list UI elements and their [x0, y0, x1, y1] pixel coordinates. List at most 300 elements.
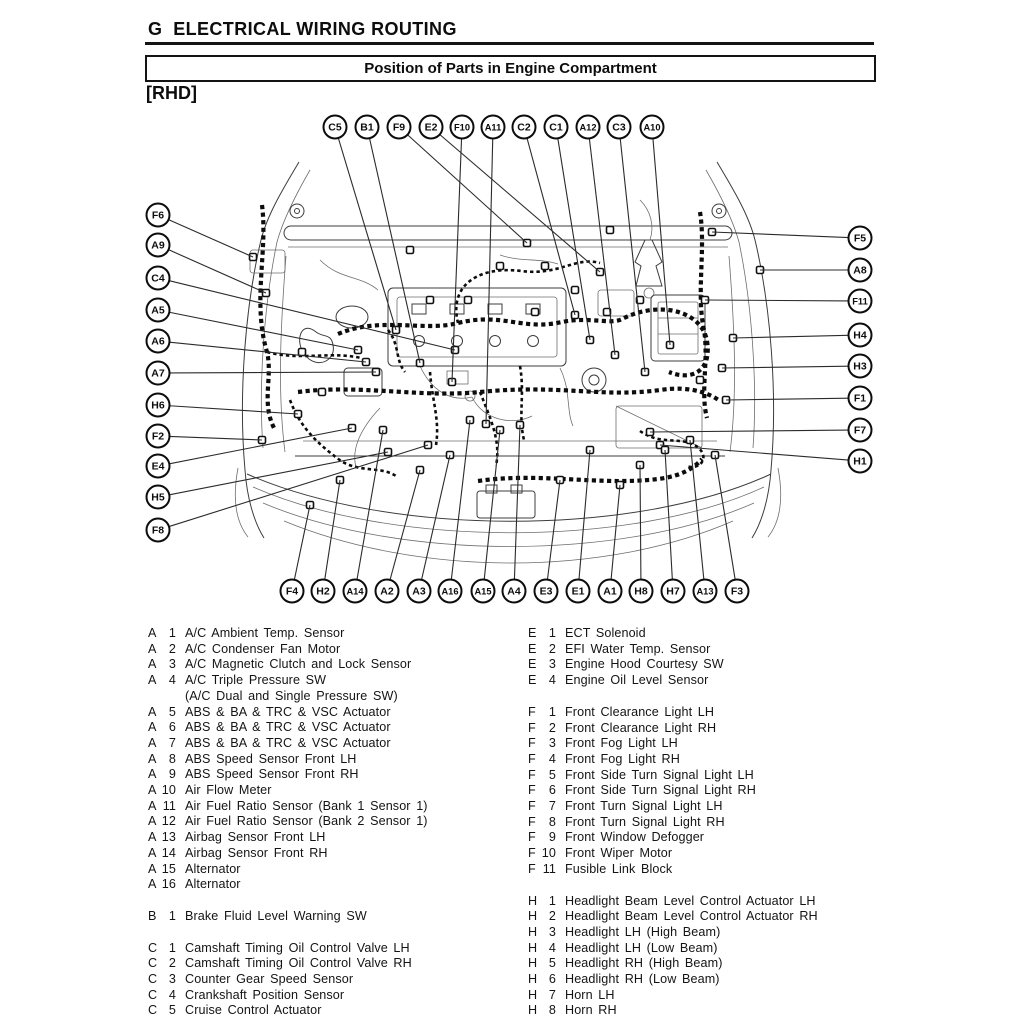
- legend-item-text: Horn RH: [565, 1003, 617, 1018]
- legend-item-number: 5: [168, 1003, 176, 1018]
- callout-label: A7: [151, 367, 165, 380]
- connector-art: [250, 227, 764, 509]
- callout-label: F2: [151, 430, 165, 443]
- legend-row-F11: [528, 862, 908, 878]
- legend-item-text: Engine Hood Courtesy SW: [565, 657, 724, 672]
- leader-line: [579, 450, 590, 580]
- callout-label: E4: [151, 460, 165, 473]
- legend-row-H7: [528, 988, 908, 1004]
- callout-label: C5: [328, 121, 342, 134]
- legend-row-A10: [148, 783, 518, 799]
- legend-item-text: Cruise Control Actuator: [185, 1003, 322, 1018]
- callout-label: E1: [571, 585, 585, 598]
- legend-row-A16: [148, 877, 518, 893]
- legend-item-letter: H: [528, 940, 538, 955]
- callout-E4: [147, 428, 353, 478]
- legend-row-F4: [528, 752, 908, 768]
- callout-H4: [733, 324, 872, 347]
- legend-item-text: Front Fog Light LH: [565, 736, 678, 751]
- legend-item-letter: C: [148, 987, 158, 1002]
- callout-F5: [712, 227, 872, 250]
- legend-item-number: 10: [541, 846, 556, 861]
- callout-label: A10: [643, 122, 661, 133]
- callout-H8: [630, 465, 653, 603]
- legend-item-text: Airbag Sensor Front LH: [185, 830, 326, 845]
- leader-line: [325, 480, 340, 580]
- leader-line: [726, 398, 849, 400]
- legend-row-C1: [148, 941, 518, 957]
- callout-A16: [439, 420, 471, 603]
- legend-row-C2: [148, 956, 518, 972]
- connector-art: [465, 297, 472, 304]
- callout-label: A16: [441, 586, 459, 597]
- legend-item-number: 1: [548, 704, 556, 719]
- callout-label: A14: [346, 586, 364, 597]
- legend-item-letter: [148, 689, 161, 705]
- leader-line: [620, 138, 645, 372]
- legend-row-A12: [148, 814, 518, 830]
- legend-item-letter: B: [148, 908, 157, 923]
- connector-art: [497, 263, 504, 270]
- legend-item-letter: A: [148, 877, 157, 892]
- legend-item-number: 8: [548, 814, 556, 829]
- legend-row-H6: [528, 972, 908, 988]
- callout-label: H5: [151, 491, 165, 504]
- legend-row-A6: [148, 720, 518, 736]
- callout-F11: [705, 290, 872, 313]
- callout-label: F7: [853, 424, 867, 437]
- callout-F1: [726, 387, 872, 410]
- leader-line: [486, 138, 493, 424]
- legend-item-text: Engine Oil Level Sensor: [565, 673, 709, 688]
- legend-item-letter: F: [528, 767, 536, 782]
- legend-item-text: ABS & BA & TRC & VSC Actuator: [185, 720, 391, 735]
- callout-label: F1: [853, 392, 867, 405]
- callout-label: F3: [730, 585, 744, 598]
- legend-item-number: 9: [168, 767, 176, 782]
- legend-row-A1: [148, 626, 518, 642]
- legend-row-F10: [528, 846, 908, 862]
- legend-item-number: 8: [548, 1003, 556, 1018]
- car-line-art: [235, 162, 781, 563]
- legend-item-number: 15: [161, 861, 176, 876]
- legend-item-text: Front Clearance Light RH: [565, 720, 717, 735]
- callout-label: A6: [151, 335, 165, 348]
- leader-line: [338, 138, 396, 330]
- callout-F4: [281, 505, 311, 603]
- legend-column-right: [528, 626, 908, 1019]
- legend-item-letter: E: [528, 673, 537, 688]
- legend-item-letter: A: [148, 798, 157, 813]
- callout-A8: [760, 259, 872, 282]
- legend-item-text: Front Wiper Motor: [565, 846, 673, 861]
- callout-label: F9: [392, 121, 406, 134]
- legend-row-F7: [528, 799, 908, 815]
- legend-row-E2: [528, 642, 908, 658]
- leader-line: [653, 138, 670, 345]
- legend-item-number: 6: [548, 783, 556, 798]
- leader-line: [547, 480, 560, 580]
- legend-item-letter: E: [528, 641, 537, 656]
- callout-label: A3: [412, 585, 426, 598]
- callout-label: H3: [853, 360, 867, 373]
- callout-label: A15: [474, 586, 492, 597]
- legend-row-E1: [528, 626, 908, 642]
- legend-item-text: Camshaft Timing Oil Control Valve RH: [185, 956, 412, 971]
- legend-item-text: A/C Triple Pressure SW: [185, 673, 327, 688]
- legend-item-letter: H: [528, 972, 538, 987]
- legend-item-number: 9: [548, 830, 556, 845]
- legend-item-letter: F: [528, 720, 536, 735]
- callout-E3: [535, 480, 561, 603]
- legend-item-number: 2: [548, 909, 556, 924]
- legend-item-letter: H: [528, 924, 538, 939]
- legend-item-text: (A/C Dual and Single Pressure SW): [185, 688, 398, 703]
- legend-row-A7: [148, 736, 518, 752]
- drive-variant-label: [RHD]: [146, 83, 197, 103]
- callout-F2: [147, 425, 263, 448]
- leader-line: [169, 436, 262, 440]
- legend-item-number: 1: [548, 626, 556, 640]
- leader-line: [665, 450, 672, 580]
- legend-item-letter: C: [148, 972, 158, 987]
- legend-item-number: 2: [548, 641, 556, 656]
- callout-F7: [650, 419, 872, 442]
- legend-item-text: Headlight LH (Low Beam): [565, 940, 718, 955]
- legend-item-number: 1: [168, 626, 176, 640]
- callout-layer: [147, 116, 872, 603]
- callout-label: A2: [380, 585, 394, 598]
- legend-row-A8: [148, 752, 518, 768]
- callout-H3: [722, 355, 872, 378]
- legend-item-letter: F: [528, 830, 536, 845]
- legend-item-number: 2: [548, 720, 556, 735]
- callout-F3: [715, 455, 749, 603]
- legend-item-number: 5: [168, 704, 176, 719]
- legend-item-number: 11: [542, 861, 556, 876]
- legend-item-letter: A: [148, 735, 157, 750]
- legend-item-text: ABS & BA & TRC & VSC Actuator: [185, 735, 391, 750]
- legend-row-F2: [528, 721, 908, 737]
- legend-item-text: ABS & BA & TRC & VSC Actuator: [185, 704, 391, 719]
- section-header: Position of Parts in Engine Compartment: [364, 60, 657, 77]
- legend-row-F8: [528, 815, 908, 831]
- legend-item-text: Headlight Beam Level Control Actuator LH: [565, 893, 816, 908]
- legend-item-letter: H: [528, 987, 538, 1002]
- legend-group-gap: [148, 893, 518, 909]
- legend-row-B1: [148, 909, 518, 925]
- legend-row-F6: [528, 783, 908, 799]
- callout-label: H1: [853, 455, 867, 468]
- leader-line: [705, 300, 849, 301]
- callout-H6: [147, 394, 299, 417]
- legend-row-H1: [528, 894, 908, 910]
- legend-row-C5: [148, 1003, 518, 1019]
- legend-item-text: Horn LH: [565, 987, 615, 1002]
- legend-item-text: Fusible Link Block: [565, 861, 673, 876]
- legend-item-text: Counter Gear Speed Sensor: [185, 972, 354, 987]
- callout-label: F5: [853, 232, 867, 245]
- legend-item-number: 1: [168, 940, 176, 955]
- legend-item-text: ABS Speed Sensor Front LH: [185, 751, 357, 766]
- legend-row-H3: [528, 925, 908, 941]
- callout-label: F8: [151, 524, 165, 537]
- leader-line: [514, 425, 520, 580]
- legend-item-letter: H: [528, 956, 538, 971]
- legend-row-H8: [528, 1003, 908, 1019]
- callout-label: A4: [507, 585, 521, 598]
- callout-label: C2: [517, 121, 531, 134]
- legend-row-A4-continued: [148, 689, 518, 705]
- callout-A1: [599, 485, 622, 603]
- legend-item-letter: F: [528, 846, 536, 861]
- legend-item-letter: A: [148, 861, 157, 876]
- legend-row-H2: [528, 909, 908, 925]
- legend-item-number: 6: [548, 972, 556, 987]
- leader-line: [408, 135, 527, 243]
- callout-label: F6: [151, 209, 165, 222]
- callout-label: B1: [360, 121, 374, 134]
- legend-item-letter: E: [528, 626, 537, 640]
- leader-line: [169, 281, 455, 350]
- legend-item-number: 5: [548, 767, 556, 782]
- leader-line: [715, 455, 735, 580]
- connector-art: [542, 263, 549, 270]
- legend-item-text: A/C Ambient Temp. Sensor: [185, 626, 345, 640]
- leader-line: [733, 335, 849, 338]
- legend-row-H5: [528, 956, 908, 972]
- legend-row-C4: [148, 988, 518, 1004]
- callout-label: H6: [151, 399, 165, 412]
- legend-item-number: 2: [168, 956, 176, 971]
- legend-column-left: [148, 626, 518, 1019]
- legend-item-number: 11: [162, 798, 176, 813]
- legend-item-letter: F: [528, 861, 536, 876]
- legend-item-number: 10: [161, 783, 176, 798]
- legend-item-number: [161, 689, 176, 705]
- legend-row-E3: [528, 657, 908, 673]
- leader-line: [169, 220, 253, 257]
- leader-line: [169, 406, 298, 414]
- legend-item-text: ABS Speed Sensor Front RH: [185, 767, 359, 782]
- legend-row-A5: [148, 705, 518, 721]
- callout-label: A8: [853, 264, 867, 277]
- legend-group-gap: [148, 925, 518, 941]
- legend-item-letter: F: [528, 704, 536, 719]
- legend-item-number: 7: [548, 987, 556, 1002]
- legend-row-E4: [528, 673, 908, 689]
- legend-item-number: 4: [168, 987, 176, 1002]
- leader-line: [484, 430, 500, 580]
- legend-row-C3: [148, 972, 518, 988]
- legend-item-number: 5: [548, 956, 556, 971]
- callout-label: H7: [666, 585, 680, 598]
- legend-group-gap: [528, 689, 908, 705]
- leader-line: [722, 366, 849, 368]
- leader-line: [451, 420, 470, 580]
- legend-item-text: Airbag Sensor Front RH: [185, 845, 328, 860]
- callout-E2: [420, 116, 601, 273]
- legend-item-text: EFI Water Temp. Sensor: [565, 641, 711, 656]
- legend-item-text: Air Fuel Ratio Sensor (Bank 2 Sensor 1): [185, 814, 428, 829]
- callout-label: C3: [612, 121, 626, 134]
- callout-label: H8: [634, 585, 648, 598]
- legend-item-text: Front Window Defogger: [565, 830, 705, 845]
- legend-item-letter: A: [148, 626, 157, 640]
- legend-item-text: Alternator: [185, 861, 241, 876]
- legend-item-number: 4: [168, 673, 176, 688]
- legend-item-letter: F: [528, 751, 536, 766]
- legend-row-F9: [528, 830, 908, 846]
- legend-item-number: 4: [548, 940, 556, 955]
- legend-row-H4: [528, 941, 908, 957]
- legend-row-A4: [148, 673, 518, 689]
- legend-item-number: 16: [161, 877, 176, 892]
- legend-item-letter: A: [148, 783, 157, 798]
- legend-item-letter: A: [148, 814, 157, 829]
- legend-item-text: Camshaft Timing Oil Control Valve LH: [185, 940, 410, 955]
- legend-item-text: Air Flow Meter: [185, 783, 272, 798]
- callout-A4: [503, 425, 526, 603]
- legend-item-letter: H: [528, 1003, 538, 1018]
- callout-label: H4: [853, 329, 867, 342]
- leader-line: [611, 485, 620, 580]
- callout-H2: [312, 480, 341, 603]
- leader-line: [169, 445, 428, 527]
- connector-art: [407, 247, 414, 254]
- legend-item-letter: F: [528, 736, 536, 751]
- connector-art: [607, 227, 614, 234]
- legend-item-text: Front Clearance Light LH: [565, 704, 715, 719]
- legend-item-text: Crankshaft Position Sensor: [185, 987, 345, 1002]
- legend-item-text: Air Fuel Ratio Sensor (Bank 1 Sensor 1): [185, 798, 428, 813]
- legend-item-text: A/C Magnetic Clutch and Lock Sensor: [185, 657, 412, 672]
- legend-item-number: 1: [168, 908, 176, 923]
- legend-item-letter: A: [148, 830, 157, 845]
- legend-item-letter: A: [148, 767, 157, 782]
- legend-item-number: 3: [548, 736, 556, 751]
- legend-item-letter: C: [148, 1003, 158, 1018]
- legend-item-letter: F: [528, 814, 536, 829]
- legend-row-F1: [528, 705, 908, 721]
- legend-item-text: Headlight Beam Level Control Actuator RH: [565, 909, 818, 924]
- callout-label: A1: [603, 585, 617, 598]
- legend-item-letter: F: [528, 783, 536, 798]
- legend-item-number: 4: [548, 673, 556, 688]
- legend-item-text: Front Turn Signal Light RH: [565, 814, 725, 829]
- callout-H5: [147, 452, 389, 509]
- callout-label: A13: [696, 586, 714, 597]
- legend-item-text: Brake Fluid Level Warning SW: [185, 908, 367, 923]
- legend-row-F5: [528, 768, 908, 784]
- legend-item-letter: H: [528, 909, 538, 924]
- legend-item-number: 12: [161, 814, 176, 829]
- connector-art: [697, 377, 704, 384]
- legend-item-text: Front Fog Light RH: [565, 751, 680, 766]
- leader-line: [294, 505, 310, 580]
- callout-C4: [147, 267, 456, 351]
- legend-item-number: 2: [168, 641, 176, 656]
- callout-label: E2: [424, 121, 438, 134]
- callout-label: F10: [453, 122, 471, 133]
- legend-item-number: 13: [161, 830, 176, 845]
- callout-A5: [147, 299, 359, 351]
- legend-item-text: A/C Condenser Fan Motor: [185, 641, 341, 656]
- callout-label: E3: [539, 585, 553, 598]
- legend-item-letter: A: [148, 657, 157, 672]
- connector-art: [319, 389, 326, 396]
- legend-item-number: 7: [548, 799, 556, 814]
- callout-E1: [567, 450, 591, 603]
- legend-item-text: Headlight LH (High Beam): [565, 924, 721, 939]
- leader-line: [169, 452, 388, 495]
- legend-item-letter: F: [528, 799, 536, 814]
- callout-label: A11: [484, 122, 502, 133]
- callout-label: A9: [151, 239, 165, 252]
- legend-item-number: 4: [548, 751, 556, 766]
- legend-item-number: 14: [161, 845, 176, 860]
- legend-item-letter: A: [148, 720, 157, 735]
- legend-item-letter: C: [148, 956, 158, 971]
- legend-item-number: 8: [168, 751, 176, 766]
- legend-item-letter: A: [148, 845, 157, 860]
- legend-item-text: Front Side Turn Signal Light RH: [565, 783, 756, 798]
- legend-item-number: 7: [168, 735, 176, 750]
- legend-row-A15: [148, 862, 518, 878]
- callout-label: A5: [151, 304, 165, 317]
- legend-item-number: 3: [548, 657, 556, 672]
- callout-label: C4: [151, 272, 165, 285]
- legend-item-text: ECT Solenoid: [565, 626, 646, 640]
- legend-item-text: Front Side Turn Signal Light LH: [565, 767, 754, 782]
- legend-item-text: Alternator: [185, 877, 241, 892]
- connector-art: [572, 287, 579, 294]
- legend-row-A3: [148, 657, 518, 673]
- legend-item-text: Headlight RH (High Beam): [565, 956, 723, 971]
- callout-C3: [608, 116, 646, 373]
- connector-art: [299, 349, 306, 356]
- leader-line: [660, 445, 849, 460]
- callout-label: C1: [549, 121, 563, 134]
- connector-art: [427, 297, 434, 304]
- callout-label: A12: [579, 122, 597, 133]
- legend-item-text: Front Turn Signal Light LH: [565, 799, 723, 814]
- leader-line: [712, 232, 849, 238]
- callout-H7: [662, 450, 685, 603]
- leader-line: [650, 430, 849, 432]
- legend-row-A14: [148, 846, 518, 862]
- legend-row-A11: [148, 799, 518, 815]
- leader-line: [169, 372, 376, 373]
- legend-row-A2: [148, 642, 518, 658]
- legend-item-letter: A: [148, 704, 157, 719]
- legend-item-letter: A: [148, 641, 157, 656]
- legend-row-F3: [528, 736, 908, 752]
- legend-item-number: 3: [168, 972, 176, 987]
- legend-item-letter: A: [148, 751, 157, 766]
- callout-C2: [513, 116, 576, 316]
- legend-item-letter: H: [528, 893, 538, 908]
- legend-item-number: 6: [168, 720, 176, 735]
- legend-item-text: Headlight RH (Low Beam): [565, 972, 720, 987]
- connector-art: [532, 309, 539, 316]
- legend-item-number: 3: [548, 924, 556, 939]
- leader-line: [169, 428, 352, 464]
- legend-row-A9: [148, 767, 518, 783]
- leader-line: [357, 430, 383, 580]
- callout-label: F11: [852, 296, 868, 307]
- legend-item-letter: E: [528, 657, 537, 672]
